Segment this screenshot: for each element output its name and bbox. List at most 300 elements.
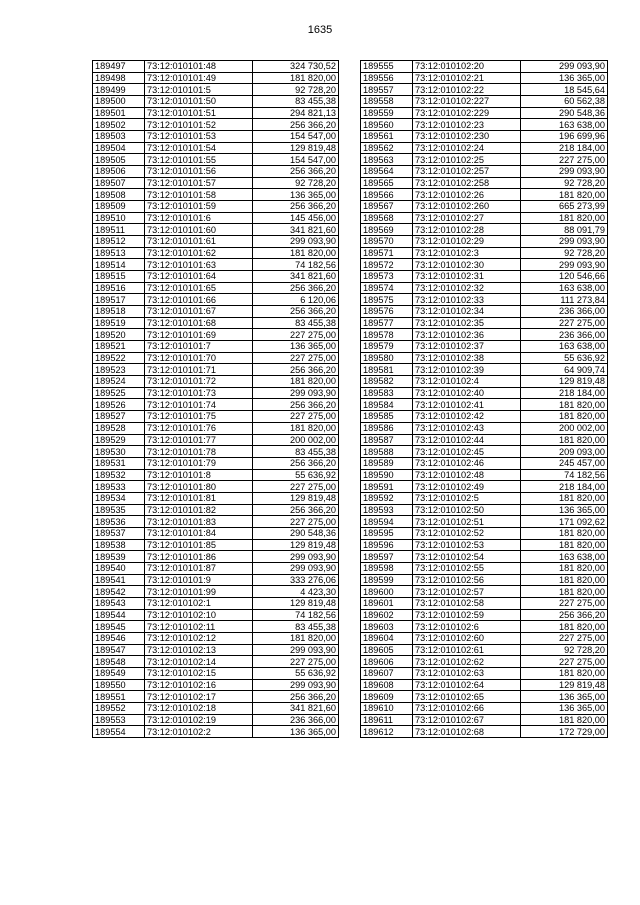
cadastral-number-cell: 73:12:010102:32 (413, 282, 521, 294)
value-cell: 181 820,00 (521, 586, 608, 598)
table-row (361, 131, 608, 143)
table-row (361, 586, 608, 598)
cadastral-number-cell: 73:12:010102:21 (413, 72, 521, 84)
cadastral-number-cell: 73:12:010101:8 (145, 469, 253, 481)
cadastral-number-cell: 73:12:010101:56 (145, 166, 253, 178)
table-row (93, 236, 339, 248)
table-row (93, 259, 339, 271)
value-cell: 136 365,00 (253, 189, 339, 201)
cadastral-number-cell: 73:12:010102:43 (413, 422, 521, 434)
table-row (361, 527, 608, 539)
table-row (93, 399, 339, 411)
value-cell: 136 365,00 (521, 504, 608, 516)
table-row (361, 469, 608, 481)
cadastral-number-cell: 73:12:010101:62 (145, 247, 253, 259)
value-cell: 341 821,60 (253, 224, 339, 236)
record-number-cell: 189606 (361, 656, 413, 668)
cadastral-number-cell: 73:12:010102:53 (413, 539, 521, 551)
value-cell: 299 093,90 (521, 236, 608, 248)
record-number-cell: 189605 (361, 644, 413, 656)
cadastral-number-cell: 73:12:010101:82 (145, 504, 253, 516)
table-row (361, 61, 608, 73)
record-number-cell: 189586 (361, 422, 413, 434)
cadastral-number-cell: 73:12:010102:29 (413, 236, 521, 248)
cadastral-number-cell: 73:12:010101:65 (145, 282, 253, 294)
table-row (361, 72, 608, 84)
value-cell: 181 820,00 (521, 399, 608, 411)
records-table-right-body (361, 61, 608, 738)
value-cell: 200 002,00 (253, 434, 339, 446)
table-row (361, 119, 608, 131)
record-number-cell: 189531 (93, 457, 145, 469)
table-row (93, 527, 339, 539)
record-number-cell: 189597 (361, 551, 413, 563)
cadastral-number-cell: 73:12:010102:64 (413, 679, 521, 691)
table-row (361, 387, 608, 399)
cadastral-number-cell: 73:12:010102:59 (413, 609, 521, 621)
record-number-cell: 189542 (93, 586, 145, 598)
table-row (361, 621, 608, 633)
value-cell: 60 562,38 (521, 96, 608, 108)
record-number-cell: 189575 (361, 294, 413, 306)
value-cell: 88 091,79 (521, 224, 608, 236)
table-row (93, 247, 339, 259)
cadastral-number-cell: 73:12:010102:15 (145, 667, 253, 679)
value-cell: 163 638,00 (521, 341, 608, 353)
value-cell: 341 821,60 (253, 271, 339, 283)
record-number-cell: 189511 (93, 224, 145, 236)
value-cell: 299 093,90 (253, 387, 339, 399)
value-cell: 227 275,00 (253, 481, 339, 493)
cadastral-number-cell: 73:12:010102:257 (413, 166, 521, 178)
table-row (93, 434, 339, 446)
value-cell: 154 547,00 (253, 131, 339, 143)
value-cell: 129 819,48 (521, 679, 608, 691)
value-cell: 256 366,20 (253, 399, 339, 411)
record-number-cell: 189526 (93, 399, 145, 411)
record-number-cell: 189533 (93, 481, 145, 493)
table-row (361, 247, 608, 259)
table-row (361, 667, 608, 679)
record-number-cell: 189534 (93, 492, 145, 504)
table-row (361, 271, 608, 283)
table-row (361, 399, 608, 411)
table-row (93, 107, 339, 119)
record-number-cell: 189579 (361, 341, 413, 353)
value-cell: 227 275,00 (253, 411, 339, 423)
record-number-cell: 189587 (361, 434, 413, 446)
record-number-cell: 189551 (93, 691, 145, 703)
table-row (93, 422, 339, 434)
record-number-cell: 189564 (361, 166, 413, 178)
table-row (93, 96, 339, 108)
value-cell: 92 728,20 (521, 644, 608, 656)
cadastral-number-cell: 73:12:010102:2 (145, 726, 253, 738)
value-cell: 256 366,20 (253, 364, 339, 376)
record-number-cell: 189561 (361, 131, 413, 143)
table-row (93, 469, 339, 481)
record-number-cell: 189577 (361, 317, 413, 329)
record-number-cell: 189603 (361, 621, 413, 633)
table-row (361, 282, 608, 294)
value-cell: 129 819,48 (253, 539, 339, 551)
table-row (361, 201, 608, 213)
value-cell: 256 366,20 (253, 691, 339, 703)
value-cell: 218 184,00 (521, 481, 608, 493)
record-number-cell: 189598 (361, 562, 413, 574)
cadastral-number-cell: 73:12:010102:40 (413, 387, 521, 399)
record-number-cell: 189591 (361, 481, 413, 493)
value-cell: 227 275,00 (521, 154, 608, 166)
cadastral-number-cell: 73:12:010102:66 (413, 702, 521, 714)
table-row (361, 189, 608, 201)
value-cell: 18 545,64 (521, 84, 608, 96)
cadastral-number-cell: 73:12:010102:51 (413, 516, 521, 528)
record-number-cell: 189540 (93, 562, 145, 574)
record-number-cell: 189562 (361, 142, 413, 154)
table-row (361, 317, 608, 329)
value-cell: 227 275,00 (253, 656, 339, 668)
value-cell: 163 638,00 (521, 551, 608, 563)
value-cell: 4 423,30 (253, 586, 339, 598)
record-number-cell: 189593 (361, 504, 413, 516)
cadastral-number-cell: 73:12:010101:78 (145, 446, 253, 458)
value-cell: 324 730,52 (253, 61, 339, 73)
cadastral-number-cell: 73:12:010102:49 (413, 481, 521, 493)
value-cell: 299 093,90 (521, 61, 608, 73)
record-number-cell: 189554 (93, 726, 145, 738)
cadastral-number-cell: 73:12:010102:41 (413, 399, 521, 411)
cadastral-number-cell: 73:12:010101:70 (145, 352, 253, 364)
value-cell: 236 366,00 (521, 306, 608, 318)
cadastral-number-cell: 73:12:010102:11 (145, 621, 253, 633)
cadastral-number-cell: 73:12:010102:42 (413, 411, 521, 423)
cadastral-number-cell: 73:12:010101:66 (145, 294, 253, 306)
table-row (93, 504, 339, 516)
table-row (361, 142, 608, 154)
value-cell: 120 546,66 (521, 271, 608, 283)
value-cell: 64 909,74 (521, 364, 608, 376)
record-number-cell: 189541 (93, 574, 145, 586)
table-row (361, 236, 608, 248)
value-cell: 256 366,20 (253, 306, 339, 318)
record-number-cell: 189510 (93, 212, 145, 224)
value-cell: 136 365,00 (521, 702, 608, 714)
table-row (93, 609, 339, 621)
record-number-cell: 189573 (361, 271, 413, 283)
record-number-cell: 189567 (361, 201, 413, 213)
value-cell: 145 456,00 (253, 212, 339, 224)
table-row (361, 481, 608, 493)
value-cell: 227 275,00 (521, 597, 608, 609)
record-number-cell: 189507 (93, 177, 145, 189)
record-number-cell: 189611 (361, 714, 413, 726)
record-number-cell: 189583 (361, 387, 413, 399)
table-row (93, 84, 339, 96)
cadastral-number-cell: 73:12:010101:58 (145, 189, 253, 201)
value-cell: 74 182,56 (253, 259, 339, 271)
cadastral-number-cell: 73:12:010101:55 (145, 154, 253, 166)
table-row (361, 329, 608, 341)
value-cell: 256 366,20 (253, 119, 339, 131)
cadastral-number-cell: 73:12:010101:76 (145, 422, 253, 434)
table-row (93, 539, 339, 551)
cadastral-number-cell: 73:12:010101:7 (145, 341, 253, 353)
record-number-cell: 189592 (361, 492, 413, 504)
cadastral-number-cell: 73:12:010102:20 (413, 61, 521, 73)
cadastral-number-cell: 73:12:010101:5 (145, 84, 253, 96)
cadastral-number-cell: 73:12:010102:35 (413, 317, 521, 329)
cadastral-number-cell: 73:12:010101:73 (145, 387, 253, 399)
record-number-cell: 189594 (361, 516, 413, 528)
table-row (93, 667, 339, 679)
value-cell: 227 275,00 (521, 317, 608, 329)
value-cell: 172 729,00 (521, 726, 608, 738)
cadastral-number-cell: 73:12:010101:69 (145, 329, 253, 341)
table-row (93, 679, 339, 691)
table-row (93, 282, 339, 294)
table-row (361, 212, 608, 224)
table-row (361, 352, 608, 364)
value-cell: 83 455,38 (253, 96, 339, 108)
record-number-cell: 189535 (93, 504, 145, 516)
table-row (93, 306, 339, 318)
value-cell: 299 093,90 (253, 679, 339, 691)
value-cell: 136 365,00 (521, 72, 608, 84)
table-row (93, 224, 339, 236)
record-number-cell: 189547 (93, 644, 145, 656)
cadastral-number-cell: 73:12:010102:18 (145, 702, 253, 714)
table-row (93, 621, 339, 633)
cadastral-number-cell: 73:12:010102:38 (413, 352, 521, 364)
record-number-cell: 189506 (93, 166, 145, 178)
value-cell: 55 636,92 (521, 352, 608, 364)
value-cell: 256 366,20 (521, 609, 608, 621)
value-cell: 299 093,90 (521, 166, 608, 178)
record-number-cell: 189502 (93, 119, 145, 131)
record-number-cell: 189610 (361, 702, 413, 714)
value-cell: 236 366,00 (253, 714, 339, 726)
page-number: 1635 (307, 24, 333, 36)
value-cell: 181 820,00 (521, 411, 608, 423)
record-number-cell: 189596 (361, 539, 413, 551)
record-number-cell: 189512 (93, 236, 145, 248)
table-row (361, 632, 608, 644)
cadastral-number-cell: 73:12:010102:258 (413, 177, 521, 189)
value-cell: 209 093,00 (521, 446, 608, 458)
value-cell: 181 820,00 (521, 667, 608, 679)
table-row (361, 574, 608, 586)
cadastral-number-cell: 73:12:010101:61 (145, 236, 253, 248)
value-cell: 227 275,00 (253, 329, 339, 341)
record-number-cell: 189600 (361, 586, 413, 598)
table-row (93, 411, 339, 423)
value-cell: 333 276,06 (253, 574, 339, 586)
value-cell: 74 182,56 (253, 609, 339, 621)
record-number-cell: 189522 (93, 352, 145, 364)
cadastral-number-cell: 73:12:010102:55 (413, 562, 521, 574)
table-row (93, 492, 339, 504)
table-row (93, 644, 339, 656)
table-row (93, 341, 339, 353)
table-row (361, 422, 608, 434)
value-cell: 136 365,00 (253, 341, 339, 353)
table-row (361, 609, 608, 621)
cadastral-number-cell: 73:12:010101:99 (145, 586, 253, 598)
record-number-cell: 189509 (93, 201, 145, 213)
table-row (361, 411, 608, 423)
cadastral-number-cell: 73:12:010101:51 (145, 107, 253, 119)
value-cell: 74 182,56 (521, 469, 608, 481)
table-row (93, 177, 339, 189)
table-row (361, 539, 608, 551)
value-cell: 136 365,00 (253, 726, 339, 738)
table-row (361, 259, 608, 271)
record-number-cell: 189558 (361, 96, 413, 108)
table-row (93, 574, 339, 586)
table-row (361, 492, 608, 504)
value-cell: 256 366,20 (253, 282, 339, 294)
table-row (93, 551, 339, 563)
record-number-cell: 189501 (93, 107, 145, 119)
record-number-cell: 189582 (361, 376, 413, 388)
table-row (93, 352, 339, 364)
cadastral-number-cell: 73:12:010102:22 (413, 84, 521, 96)
table-row (361, 714, 608, 726)
table-row (93, 597, 339, 609)
value-cell: 181 820,00 (521, 492, 608, 504)
table-row (361, 516, 608, 528)
cadastral-number-cell: 73:12:010102:60 (413, 632, 521, 644)
table-row (93, 212, 339, 224)
value-cell: 227 275,00 (521, 656, 608, 668)
table-row (93, 691, 339, 703)
record-number-cell: 189557 (361, 84, 413, 96)
value-cell: 111 273,84 (521, 294, 608, 306)
cadastral-number-cell: 73:12:010102:25 (413, 154, 521, 166)
cadastral-number-cell: 73:12:010102:63 (413, 667, 521, 679)
value-cell: 299 093,90 (521, 259, 608, 271)
record-number-cell: 189590 (361, 469, 413, 481)
cadastral-number-cell: 73:12:010102:230 (413, 131, 521, 143)
cadastral-number-cell: 73:12:010102:33 (413, 294, 521, 306)
record-number-cell: 189503 (93, 131, 145, 143)
value-cell: 83 455,38 (253, 317, 339, 329)
value-cell: 290 548,36 (521, 107, 608, 119)
table-row (93, 329, 339, 341)
value-cell: 163 638,00 (521, 282, 608, 294)
cadastral-number-cell: 73:12:010102:37 (413, 341, 521, 353)
value-cell: 92 728,20 (521, 177, 608, 189)
value-cell: 181 820,00 (521, 621, 608, 633)
record-number-cell: 189556 (361, 72, 413, 84)
record-number-cell: 189604 (361, 632, 413, 644)
value-cell: 256 366,20 (253, 457, 339, 469)
table-row (93, 446, 339, 458)
record-number-cell: 189525 (93, 387, 145, 399)
record-number-cell: 189497 (93, 61, 145, 73)
record-number-cell: 189589 (361, 457, 413, 469)
cadastral-number-cell: 73:12:010102:14 (145, 656, 253, 668)
cadastral-number-cell: 73:12:010102:56 (413, 574, 521, 586)
value-cell: 181 820,00 (253, 632, 339, 644)
record-number-cell: 189519 (93, 317, 145, 329)
value-cell: 136 365,00 (521, 691, 608, 703)
value-cell: 218 184,00 (521, 387, 608, 399)
value-cell: 299 093,90 (253, 562, 339, 574)
cadastral-number-cell: 73:12:010101:59 (145, 201, 253, 213)
value-cell: 218 184,00 (521, 142, 608, 154)
record-number-cell: 189550 (93, 679, 145, 691)
table-row (93, 201, 339, 213)
record-number-cell: 189608 (361, 679, 413, 691)
table-row (93, 376, 339, 388)
cadastral-number-cell: 73:12:010101:71 (145, 364, 253, 376)
cadastral-number-cell: 73:12:010102:17 (145, 691, 253, 703)
record-number-cell: 189536 (93, 516, 145, 528)
cadastral-number-cell: 73:12:010102:46 (413, 457, 521, 469)
record-number-cell: 189548 (93, 656, 145, 668)
table-row (361, 294, 608, 306)
cadastral-number-cell: 73:12:010102:24 (413, 142, 521, 154)
value-cell: 665 273,99 (521, 201, 608, 213)
record-number-cell: 189588 (361, 446, 413, 458)
record-number-cell: 189553 (93, 714, 145, 726)
value-cell: 181 820,00 (521, 527, 608, 539)
value-cell: 181 820,00 (521, 562, 608, 574)
value-cell: 200 002,00 (521, 422, 608, 434)
table-row (93, 457, 339, 469)
value-cell: 92 728,20 (253, 177, 339, 189)
record-number-cell: 189514 (93, 259, 145, 271)
record-number-cell: 189498 (93, 72, 145, 84)
record-number-cell: 189549 (93, 667, 145, 679)
cadastral-number-cell: 73:12:010101:48 (145, 61, 253, 73)
table-row (93, 656, 339, 668)
table-row (361, 726, 608, 738)
table-row (93, 726, 339, 738)
record-number-cell: 189572 (361, 259, 413, 271)
table-row (361, 656, 608, 668)
record-number-cell: 189595 (361, 527, 413, 539)
record-number-cell: 189504 (93, 142, 145, 154)
table-row (93, 481, 339, 493)
table-row (361, 457, 608, 469)
cadastral-number-cell: 73:12:010102:31 (413, 271, 521, 283)
value-cell: 129 819,48 (253, 492, 339, 504)
table-row (93, 632, 339, 644)
value-cell: 55 636,92 (253, 469, 339, 481)
cadastral-number-cell: 73:12:010102:52 (413, 527, 521, 539)
record-number-cell: 189570 (361, 236, 413, 248)
cadastral-number-cell: 73:12:010101:81 (145, 492, 253, 504)
value-cell: 256 366,20 (253, 201, 339, 213)
value-cell: 129 819,48 (253, 597, 339, 609)
value-cell: 256 366,20 (253, 504, 339, 516)
value-cell: 6 120,06 (253, 294, 339, 306)
value-cell: 181 820,00 (521, 189, 608, 201)
cadastral-number-cell: 73:12:010101:87 (145, 562, 253, 574)
table-row (361, 702, 608, 714)
cadastral-number-cell: 73:12:010101:52 (145, 119, 253, 131)
cadastral-number-cell: 73:12:010102:28 (413, 224, 521, 236)
table-row (361, 177, 608, 189)
cadastral-number-cell: 73:12:010101:68 (145, 317, 253, 329)
cadastral-number-cell: 73:12:010102:50 (413, 504, 521, 516)
table-row (93, 142, 339, 154)
table-row (361, 691, 608, 703)
cadastral-number-cell: 73:12:010102:58 (413, 597, 521, 609)
